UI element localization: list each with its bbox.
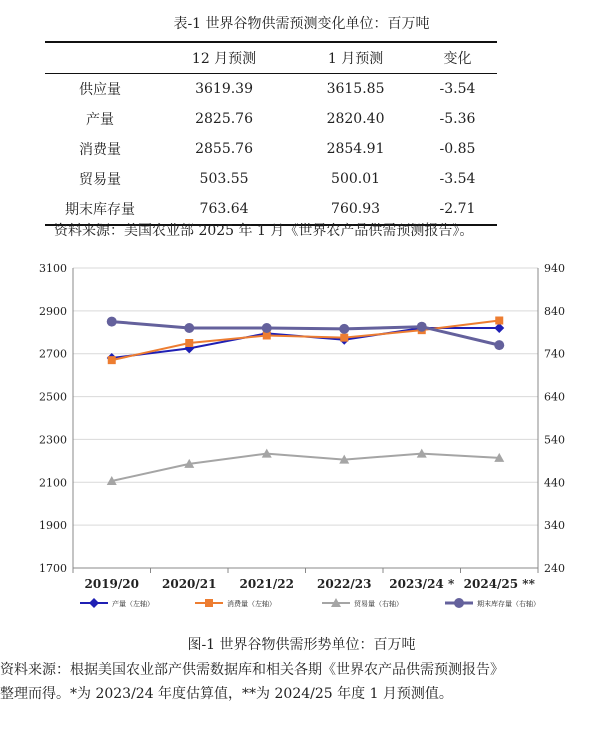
data-point: [495, 317, 503, 325]
table-cell: 2854.91: [326, 141, 385, 157]
table-cell: 760.93: [293, 194, 418, 225]
table-cell: 2855.76: [195, 141, 253, 157]
data-point: [454, 598, 464, 608]
table-cell: -3.54: [439, 171, 476, 187]
data-point: [89, 598, 99, 608]
data-point: [184, 323, 194, 333]
header-cell: [45, 42, 155, 74]
row-label: 期末库存量: [45, 194, 155, 225]
row-label: 产量: [86, 112, 114, 128]
table-cell: -3.54: [439, 81, 476, 97]
y-right-tick-label: 240: [544, 562, 565, 575]
data-point: [340, 334, 348, 342]
y-right-tick-label: 840: [544, 304, 565, 318]
table-cell: 3619.39: [195, 81, 253, 97]
y-left-tick-label: 1900: [39, 519, 67, 533]
table-cell: 2825.76: [195, 111, 253, 127]
table-cell: -0.85: [439, 141, 476, 157]
figure-source-note: [0, 658, 603, 706]
data-point: [107, 317, 117, 327]
header-cell: 12 月预测: [155, 42, 293, 74]
legend-label: 消费量（左轴）: [227, 600, 276, 608]
table-title: 表-1 世界谷物供需预测变化单位：百万吨: [173, 16, 430, 32]
y-right-tick-label: 940: [544, 262, 565, 275]
table-cell: -2.71: [418, 194, 497, 225]
figure-source-line-1: 资料来源：根据美国农业部产供需数据库和相关各期《世界农产品供需预测报告》: [0, 662, 504, 678]
y-right-tick-label: 740: [544, 347, 565, 361]
table-cell: -5.36: [439, 111, 476, 127]
figure-source-line-2: 整理而得。*为 2023/24 年度估算值，**为 2024/25 年度 1 月预测值。: [0, 686, 453, 702]
y-left-tick-label: 2900: [39, 304, 67, 318]
header-cell: 变化: [418, 42, 497, 74]
y-right-tick-label: 440: [544, 476, 565, 490]
data-point: [494, 340, 504, 350]
legend-label: 期末库存量（右轴）: [477, 600, 540, 608]
table-source-note: 资料来源：美国农业部 2025 年 1 月《世界农产品供需预测报告》。: [54, 223, 474, 239]
x-tick-label: 2020/21: [162, 577, 217, 591]
table-cell: 763.64: [155, 194, 293, 225]
y-left-tick-label: 3100: [39, 262, 67, 275]
legend-label: 产量（左轴）: [112, 600, 154, 608]
header-cell: 1 月预测: [293, 42, 418, 74]
table-row: [45, 134, 497, 164]
y-left-tick-label: 1700: [39, 562, 67, 575]
x-tick-label: 2019/20: [84, 577, 139, 591]
x-tick-label: 2022/23: [317, 577, 372, 591]
legend-label: 贸易量（右轴）: [354, 600, 403, 608]
series-line: [112, 454, 500, 481]
table-header-row: [45, 42, 497, 74]
supply-demand-table: [45, 41, 497, 226]
data-point: [417, 322, 427, 332]
data-point: [339, 324, 349, 334]
y-right-tick-label: 640: [544, 390, 565, 404]
y-left-tick-label: 2700: [39, 347, 67, 361]
x-tick-label: 2023/24 *: [389, 577, 455, 591]
x-tick-label: 2024/25 **: [463, 577, 535, 591]
y-left-tick-label: 2100: [39, 476, 67, 490]
figure-caption: 图-1 世界谷物供需形势单位：百万吨: [187, 637, 416, 653]
data-point: [205, 599, 213, 607]
y-left-tick-label: 2500: [39, 390, 67, 404]
table-cell: 3615.85: [326, 81, 385, 97]
table-cell: 500.01: [331, 171, 381, 187]
table-row: [45, 74, 497, 105]
y-right-tick-label: 340: [544, 519, 565, 533]
x-tick-label: 2021/22: [239, 577, 294, 591]
data-point: [185, 339, 193, 347]
table-cell: 503.55: [199, 171, 249, 187]
table-row: [45, 104, 497, 134]
data-point: [262, 323, 272, 333]
row-label: 贸易量: [79, 172, 121, 188]
row-label: 消费量: [79, 142, 121, 158]
table-row: [45, 164, 497, 194]
data-point: [108, 356, 116, 364]
y-right-tick-label: 540: [544, 433, 565, 447]
supply-demand-line-chart: [0, 255, 603, 615]
row-label: 供应量: [79, 82, 121, 98]
table-cell: 2820.40: [326, 111, 385, 127]
y-left-tick-label: 2300: [39, 433, 67, 447]
series-line: [112, 322, 500, 346]
